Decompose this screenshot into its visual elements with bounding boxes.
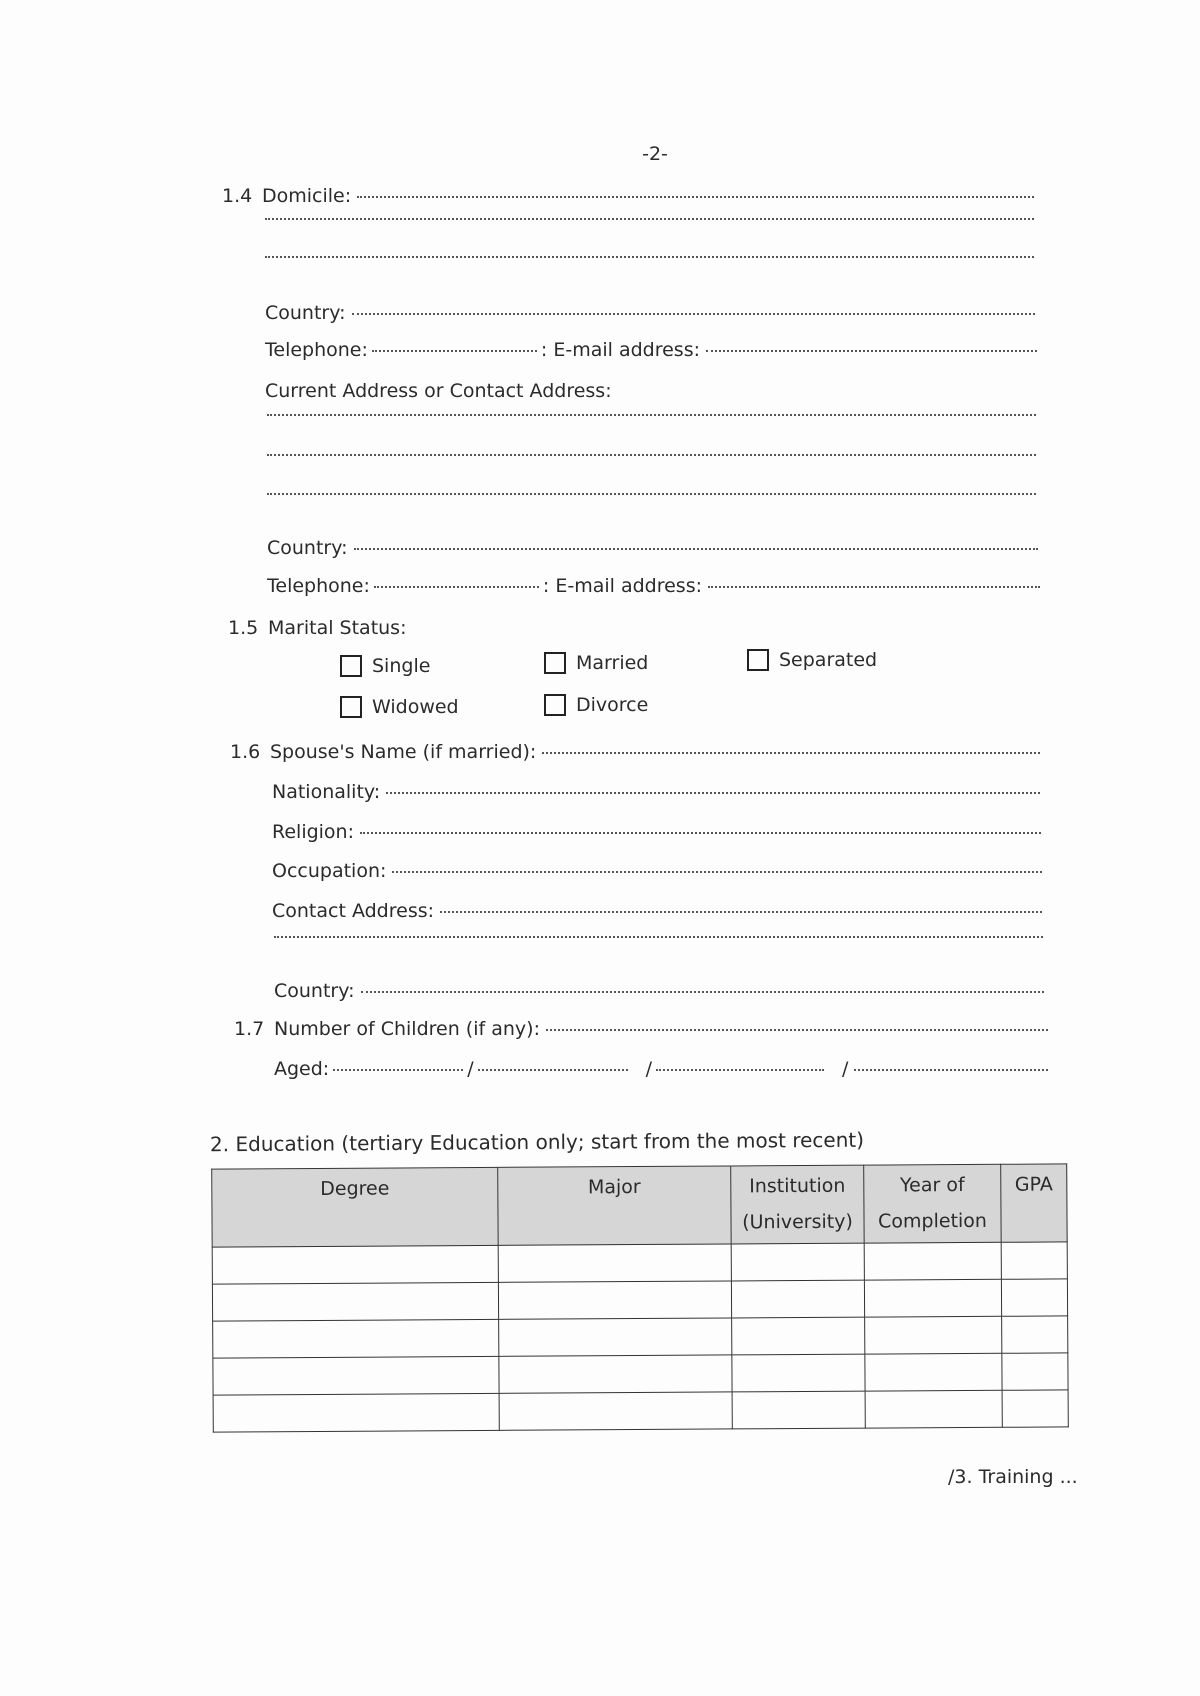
telephone-field[interactable] [372,350,537,352]
cell-degree[interactable] [213,1319,499,1358]
column-header-year: Year of Completion [864,1164,1001,1243]
country-field[interactable] [352,313,1036,315]
checkbox-widowed[interactable] [340,696,459,718]
domicile-field[interactable] [357,196,1034,198]
checkbox-label: Single [372,655,431,677]
section-number: 1.6 [230,741,261,763]
country-label: Country: [267,537,348,559]
checkbox-label: Separated [779,649,878,671]
aged-field-2[interactable] [478,1069,628,1071]
column-header-degree: Degree [212,1167,498,1247]
cell-institution[interactable] [731,1280,864,1318]
column-header-gpa: GPA [1001,1164,1067,1242]
table-row [212,1242,1067,1284]
domicile-field-3[interactable] [265,256,1034,258]
contact-address-field-2[interactable] [274,936,1043,938]
cell-year[interactable] [865,1353,1002,1391]
spouse-name-label: Spouse's Name (if married): [270,741,537,763]
domicile-country-row [265,302,1035,324]
current-address-field-2[interactable] [267,454,1036,456]
domicile-phone-row [265,339,1037,361]
table-row [213,1353,1068,1395]
spouse-country-row [274,980,1044,1002]
checkbox-separated[interactable] [747,649,877,671]
current-email-field[interactable] [708,586,1040,588]
religion-field[interactable] [360,832,1041,834]
separator: / [467,1058,474,1080]
cell-year[interactable] [865,1390,1002,1428]
cell-institution[interactable] [732,1317,865,1355]
current-country-field[interactable] [354,548,1039,550]
current-address-line-2 [267,458,1036,460]
column-header-institution: Institution (University) [731,1165,864,1244]
cell-gpa[interactable] [1002,1353,1068,1390]
children-label: Number of Children (if any): [274,1018,540,1040]
cell-year[interactable] [865,1316,1002,1354]
occupation-row [272,860,1042,882]
next-page-indicator: /3. Training ... [948,1466,1078,1488]
separator: / [645,1058,653,1080]
nationality-label: Nationality: [272,781,381,803]
checkbox-icon[interactable] [544,652,566,674]
country-label: Country: [274,980,355,1002]
checkbox-label: Married [576,652,649,674]
checkbox-single[interactable] [340,655,430,677]
cell-major[interactable] [499,1392,732,1430]
checkbox-label: Divorce [576,694,649,716]
current-address-field-3[interactable] [267,493,1036,495]
cell-degree[interactable] [212,1245,498,1284]
column-header-major: Major [498,1166,731,1245]
table-header-row [212,1164,1067,1247]
current-address-line-1 [267,418,1036,420]
religion-label: Religion: [272,821,355,843]
education-title: 2. Education (tertiary Education only; start from the most recent) [209,1127,865,1157]
current-telephone-field[interactable] [374,586,539,588]
checkbox-icon[interactable] [340,655,362,677]
occupation-field[interactable] [392,871,1042,873]
checkbox-icon[interactable] [340,696,362,718]
marital-status-label: Marital Status: [268,617,407,639]
telephone-label: Telephone: [267,575,370,597]
education-table [211,1163,1069,1432]
cell-gpa[interactable] [1001,1279,1067,1316]
table-row [213,1316,1068,1358]
email-field[interactable] [706,350,1037,352]
country-label: Country: [265,302,346,324]
domicile-line-2 [265,222,1034,224]
domicile-label: Domicile: [262,185,352,207]
spouse-name-field[interactable] [542,752,1040,754]
cell-gpa[interactable] [1001,1242,1067,1279]
aged-field-4[interactable] [854,1069,1048,1071]
section-number: 1.7 [234,1018,265,1040]
email-label: : E-mail address: [540,339,701,361]
contact-address-label: Contact Address: [272,900,435,922]
checkbox-label: Widowed [372,696,459,718]
cell-year[interactable] [864,1279,1001,1317]
cell-institution[interactable] [732,1354,865,1392]
checkbox-married[interactable] [544,652,648,674]
checkbox-icon[interactable] [747,649,769,671]
marital-status-row [228,617,406,639]
cell-degree[interactable] [212,1282,498,1321]
current-address-row [265,380,612,402]
cell-year[interactable] [864,1242,1001,1280]
cell-degree[interactable] [213,1393,499,1432]
email-label: : E-mail address: [542,575,703,597]
cell-gpa[interactable] [1002,1390,1068,1427]
current-address-label: Current Address or Contact Address: [265,380,612,402]
current-address-line-3 [267,497,1036,499]
current-address-field-1[interactable] [267,414,1036,416]
contact-address-field[interactable] [440,911,1042,913]
cell-major[interactable] [498,1281,731,1319]
cell-gpa[interactable] [1002,1316,1068,1353]
separator: / [842,1058,849,1080]
contact-address-line-2 [274,940,1043,942]
domicile-row [222,185,1034,207]
spouse-name-row [230,741,1040,763]
aged-field-3[interactable] [656,1069,824,1071]
cell-institution[interactable] [732,1391,865,1429]
table-row [213,1390,1068,1432]
cell-major[interactable] [499,1318,732,1356]
religion-row [272,821,1041,843]
cell-major[interactable] [498,1244,731,1282]
checkbox-icon[interactable] [544,694,566,716]
aged-label: Aged: [274,1058,330,1080]
children-field[interactable] [546,1029,1048,1031]
contact-address-row [272,900,1042,922]
spouse-country-field[interactable] [361,991,1045,993]
section-number: 1.4 [222,185,253,207]
nationality-field[interactable] [386,792,1040,794]
nationality-row [272,781,1040,803]
domicile-line-3 [265,260,1034,262]
children-row [234,1018,1048,1040]
domicile-field-2[interactable] [265,218,1034,220]
aged-field-1[interactable] [333,1069,463,1071]
table-row [212,1279,1067,1321]
aged-row [274,1058,1048,1080]
current-phone-row [267,575,1040,597]
page-number: -2- [642,143,668,165]
checkbox-divorce[interactable] [544,694,648,716]
current-country-row [267,537,1038,559]
cell-institution[interactable] [731,1243,864,1281]
cell-major[interactable] [499,1355,732,1393]
telephone-label: Telephone: [265,339,368,361]
section-number: 1.5 [228,617,259,639]
cell-degree[interactable] [213,1356,499,1395]
occupation-label: Occupation: [272,860,387,882]
